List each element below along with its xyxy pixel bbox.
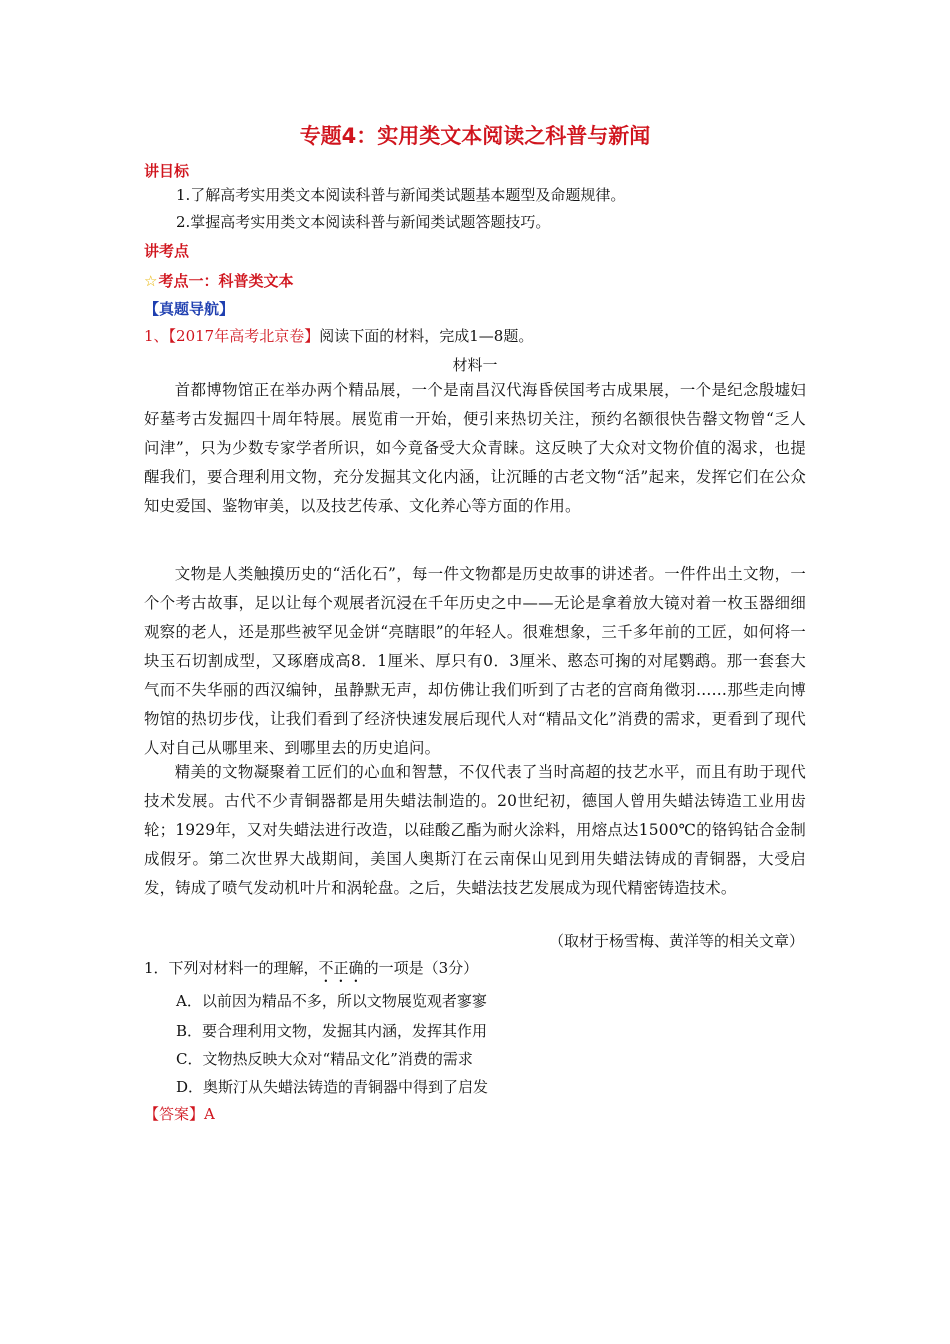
source-note: （取材于杨雪梅、黄洋等的相关文章） (548, 932, 804, 950)
paragraph-1: 首都博物馆正在举办两个精品展，一个是南昌汉代海昏侯国考古成果展，一个是纪念殷墟妇好墓考古发掘四十周年特展。展览甫一开始，便引来热切关注，预约名额很快告罄文物曾“乏人问津”，只为少数专家学者所识，如今竟备受大众青睐。这反映了大众对文物价值的渴求，也提醒我们，要合理利用文物，充分发掘其文化内涵，让沉睡的古老文物“活”起来，发挥它们在公众知史爱国、鉴物审美，以及技艺传承、文化养心等方面的作用。 (144, 381, 806, 515)
option-b: B．要合理利用文物，发掘其内涵，发挥其作用 (176, 1022, 488, 1040)
guide-heading: 【真题导航】 (144, 300, 235, 318)
point-one-label: 考点一：科普类文本 (158, 272, 294, 290)
goal-item-2: 2.掌握高考实用类文本阅读科普与新闻类试题答题技巧。 (176, 213, 551, 231)
goal-item-1: 1.了解高考实用类文本阅读科普与新闻类试题基本题型及命题规律。 (176, 186, 626, 204)
point-one-heading (144, 270, 293, 291)
option-c: C．文物热反映大众对“精品文化”消费的需求 (176, 1050, 473, 1068)
question-prefix: 1．下列对材料一的理解， (144, 959, 319, 977)
exam-source: 【2017年高考北京卷】 (168, 327, 320, 345)
answer-line (144, 1104, 215, 1124)
answer-value: A (204, 1105, 215, 1123)
paragraph-3: 精美的文物凝聚着工匠们的心血和智慧，不仅代表了当时高超的技艺水平，而且有助于现代技术发展。古代不少青铜器都是用失蜡法制造的。20世纪初，德国人曾用失蜡法铸造工业用齿轮；1929年，又对失蜡法进行改造，以硅酸乙酯为耐火涂料，用熔点达1500℃的铬钨钴合金制成假牙。第二次世界大战期间，美国人奥斯汀在云南保山见到用失蜡法铸成的青铜器，大受启发，铸成了喷气发动机叶片和涡轮盘。之后，失蜡法技艺发展成为现代精密铸造技术。 (144, 763, 806, 897)
goals-heading: 讲目标 (144, 162, 190, 180)
page-title: 专题4：实用类文本阅读之科普与新闻 (299, 124, 651, 148)
answer-label: 【答案】 (144, 1105, 205, 1123)
option-d: D．奥斯汀从失蜡法铸造的青铜器中得到了启发 (176, 1078, 489, 1096)
question-intro (144, 326, 533, 346)
question-number: 1、 (144, 327, 169, 345)
question-suffix: 的一项是（3分） (363, 959, 479, 977)
question-emphasis: 不正确 (318, 959, 364, 977)
points-heading: 讲考点 (144, 242, 190, 260)
paragraph-2: 文物是人类触摸历史的“活化石”，每一件文物都是历史故事的讲述者。一件件出土文物，一个个考古故事，足以让每个观展者沉浸在千年历史之中——无论是拿着放大镜对着一枚玉器细细观察的老人，还是那些被罕见金饼“亮瞎眼”的年轻人。很难想象，三千多年前的工匠，如何将一块玉石切割成型，又琢磨成高8．1厘米、厚只有0．3厘米、憨态可掬的对尾鹦鹉。那一套套大气而不失华丽的西汉编钟，虽静默无声，却仿佛让我们听到了古老的宫商角徵羽……那些走向博物馆的热切步伐，让我们看到了经济快速发展后现代人对“精品文化”消费的需求，更看到了现代人对自己从哪里来、到哪里去的历史追问。 (144, 565, 806, 757)
material-title: 材料一 (452, 356, 498, 374)
question-1 (144, 958, 478, 986)
option-a: A．以前因为精品不多，所以文物展览观者寥寥 (176, 992, 487, 1010)
question-instruction: 阅读下面的材料，完成1—8题。 (319, 327, 534, 345)
star-icon: ☆ (144, 272, 158, 290)
